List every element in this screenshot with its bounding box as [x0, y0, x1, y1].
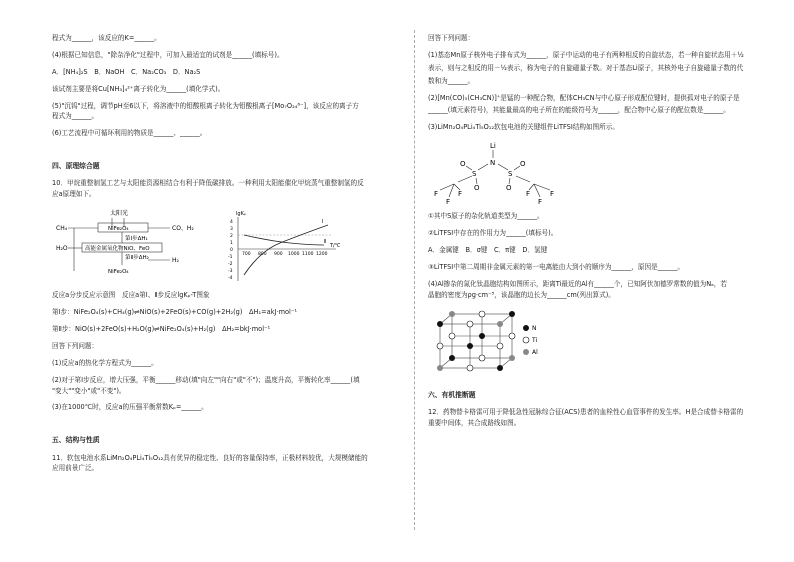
bond [514, 166, 520, 170]
question-1: (1)反应a的热化学方程式为______。 [52, 358, 158, 367]
equation-step2: 第Ⅱ步：NiO(s)+2FeO(s)+H₂O(g)⇌NiFe₂O₄(s)+H₂(g) ΔH₂=bkJ·mol⁻¹ [52, 324, 271, 333]
atom-o: O [460, 160, 466, 169]
crystal-cell [432, 308, 562, 374]
question-3: (3)在1000℃时，反应a的压强平衡常数Kₚ=______。 [52, 403, 208, 412]
y-tick: -1 [228, 255, 233, 261]
question-4: (4)根据已知信息，"除杂净化"过程中，可加入最适宜的试剂是______(填标号)。 [52, 50, 284, 59]
figure-caption: 反应a分步反应示意图 反应a第Ⅰ、Ⅱ步反应lgKₚ-T图象 [52, 291, 210, 300]
text-line: 程式为______，该反应的K=______。 [52, 34, 161, 42]
sub-question-1: ①其中S原子的杂化轨道类型为______。 [428, 212, 544, 221]
y-tick: 4 [230, 220, 233, 226]
legend-ti-marker [523, 337, 529, 343]
text-line: ______(填元素符号)，其能量最高的电子所在的能级符号为______，配合物中心原子的配位数是______。 [428, 106, 730, 115]
question-r3: (3)LiMn₂O₄PLi₄Ti₅O₁₂软包电池的关键组件LiTFSI结构如图所示。 [428, 123, 619, 132]
question-11: 11．软包电池水系LiMn₂O₄PLi₄Ti₅O₁₂具有优异的稳定性、良好的容量保持率，正极材料较优，大规模储能的 [52, 453, 368, 462]
text-line: 数和为______。 [428, 76, 475, 85]
text-line: 表示，则与之相反的用－½表示，称为电子的自旋磁量子数。对于基态Li原子，其核外电子自旋磁量子数的代 [428, 63, 744, 72]
legend-al-marker [523, 349, 529, 355]
atom-f: F [550, 190, 555, 199]
legend-ti: Ti [532, 336, 538, 344]
question-5: (5)"沉钨"过程，调节pH至6以下，将溶液中的钼酸根离子转化为钼酸根离子[Mo₇O₂₄⁶⁻]，该反应的离子方 [52, 101, 359, 110]
curve-1-label: Ⅰ [322, 219, 324, 226]
atom-s: S [472, 170, 477, 179]
y-tick: -4 [228, 276, 233, 282]
h2o-label: H₂O [56, 245, 68, 253]
atom-o: O [520, 160, 526, 169]
curve-2 [244, 235, 327, 246]
section-heading-5: 五、结构与性质 [52, 436, 100, 445]
bond [516, 176, 530, 182]
prompt: 回答下列问题： [428, 34, 475, 42]
question-10: 10．甲烷重整制氢工艺与太阳能资源相结合有利于降低碳排放。一种利用太阳能催化甲烷蒸气重整制氢的反 [52, 179, 364, 188]
atoms [437, 311, 515, 371]
atom-f: F [434, 190, 439, 199]
x-tick: 1100 [302, 252, 314, 258]
text-line: 晶胞的密度为ρg·cm⁻³，该晶胞的边长为______cm(列出算式)。 [428, 290, 615, 299]
question-r2: (2)[Mn(CO)₅(CH₃CN)]⁺是锰的一种配合物，配体CH₃CN与中心原子形成配位键时，提供孤对电子的原子是 [428, 93, 740, 102]
y-ticks [228, 219, 233, 281]
section-heading-4: 四、原理综合题 [52, 162, 100, 171]
bond [529, 184, 534, 190]
atom-f: F [538, 198, 543, 207]
x-tick: 1200 [316, 252, 328, 258]
x-tick: 800 [258, 252, 267, 258]
legend-al: Al [532, 348, 538, 356]
y-tick: 2 [230, 234, 233, 240]
sun-label: 太阳光 [110, 210, 129, 218]
x-tick: 1000 [288, 252, 300, 258]
y-axis-label: lgKₚ [236, 211, 246, 218]
question-r1: (1)基态Mn原子核外电子排布式为______，原子中运动的电子有两种相反的自旋状态，若一种自旋状态用＋½ [428, 50, 744, 59]
bond [498, 164, 508, 170]
nife-label-2: NiFe₂O₄ [108, 269, 129, 276]
column-divider [414, 30, 415, 530]
sub-question-3: ③LiTFSI中第二周期非金属元素的第一电离能由大到小的顺序为______，原因是______。 [428, 262, 685, 271]
atom-f: F [526, 190, 531, 199]
x-tick: 700 [242, 252, 251, 258]
options-2: A．金属键 B．σ键 C．π键 D．氢键 [428, 246, 548, 255]
right-column [428, 34, 773, 436]
ch4-label: CH₄ [56, 225, 68, 233]
text-line: 程式为______。 [52, 112, 99, 121]
equation-step1: 第Ⅰ步：NiFe₂O₄(s)+CH₄(g)⇌NiO(s)+2FeO(s)+CO(g)+2H₂(g) ΔH₁=akJ·mol⁻¹ [52, 308, 297, 317]
products-label: CO、H₂ [172, 225, 194, 233]
text-line: 重要中间体，其合成路线如图。 [428, 418, 521, 427]
atom-n: N [490, 159, 496, 168]
question-r4: (4)Al掺杂的氮化钛晶胞结构如图所示，距离Ti最近的Al有______个，已知阿伏加德罗常数的值为Nₐ，若 [428, 279, 727, 288]
h2-label: H₂ [172, 257, 179, 265]
y-tick: -3 [228, 269, 233, 275]
bond [478, 164, 488, 170]
bond [458, 176, 472, 182]
legend-n-marker [523, 325, 529, 331]
legend-n: N [532, 324, 537, 332]
text-line: 该试剂主要是将Cu[NH₃]₄²⁺离子转化为______(填化学式)。 [52, 84, 225, 93]
atom-f: F [458, 190, 463, 199]
question-6: (6)工艺流程中可循环利用的物质是______、______。 [52, 129, 207, 138]
bond [466, 166, 472, 170]
nife-label: NiFe₂O₄ [108, 226, 129, 233]
atom-o: O [506, 184, 512, 193]
x-axis-label: T/℃ [330, 243, 341, 250]
atom-li: Li [490, 142, 496, 151]
reaction-diagram [52, 207, 212, 279]
curve-1 [244, 225, 328, 275]
curve-2-label: Ⅱ [324, 239, 327, 246]
left-column [52, 34, 398, 481]
legend [523, 325, 538, 356]
step1-label: 第Ⅰ步ΔH₁ [125, 236, 148, 243]
y-tick: -2 [228, 262, 233, 268]
question-2: (2)对于第Ⅰ步反应，增大压强，平衡______移动(填"向左""向右"或"不")；温度升高，平衡转化率______(填 [52, 375, 360, 384]
question-12: 12．药物替卡格雷可用于降低急性冠脉综合征(ACS)患者的血栓性心血管事件的发生率。H是合成替卡格雷的 [428, 407, 744, 416]
y-tick: 0 [230, 248, 233, 254]
text-line: "变大""变小"或"不变")。 [52, 386, 126, 395]
y-tick: 1 [230, 241, 233, 247]
bond [454, 184, 460, 190]
atom-o: O [474, 184, 480, 193]
y-tick: 3 [230, 227, 233, 233]
x-ticks [242, 251, 328, 257]
section-heading-6: 六、有机推断题 [428, 390, 476, 399]
text-line: 应用前景广泛。 [52, 464, 99, 473]
x-tick: 900 [274, 252, 283, 258]
lgkp-plot [220, 207, 350, 285]
figure-row [52, 207, 398, 285]
oxide-label: 高能金属氧化物NiO、FeO [85, 246, 150, 253]
options-4: A．[NH₄]₂S B．NaOH C．Na₂CO₃ D．Na₂S [52, 67, 201, 76]
atom-s: S [508, 170, 513, 179]
text-line: 应a原理如下。 [52, 190, 96, 199]
atom-f: F [446, 198, 451, 207]
litfsi-structure [430, 140, 560, 208]
prompt: 回答下列问题： [52, 341, 99, 350]
step2-label: 第Ⅱ步ΔH₂ [125, 255, 149, 262]
sub-question-2: ②LiTFSI中存在的作用力为______(填标号)。 [428, 229, 558, 238]
